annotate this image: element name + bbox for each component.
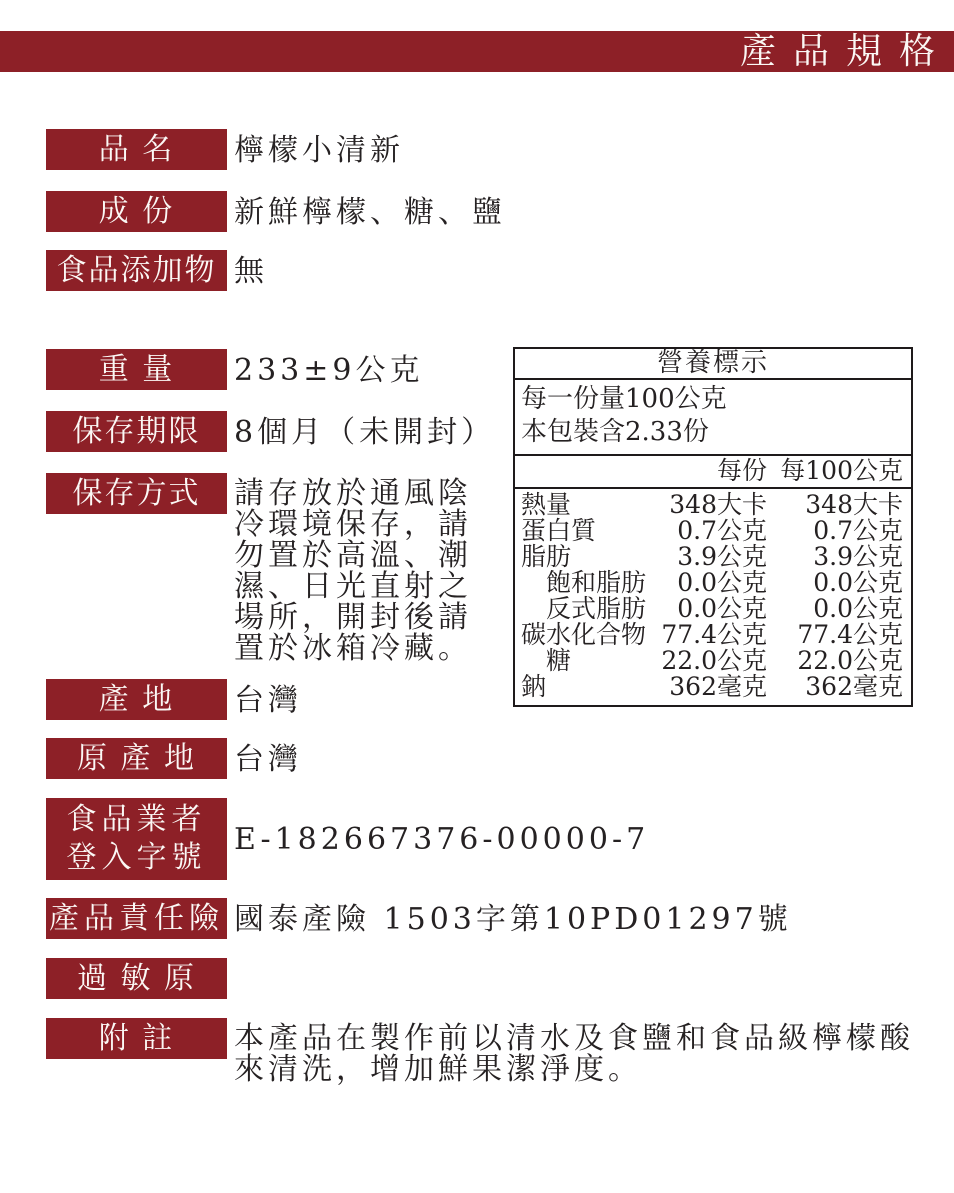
nutrient-per-100g: 0.0公克 <box>813 568 903 597</box>
nutrition-row-calories <box>521 492 903 518</box>
spec-row-storage-method <box>46 473 488 664</box>
spec-label-product-name <box>46 129 227 170</box>
spec-label-text: 保存期限 <box>72 413 201 449</box>
spec-value-liability-insurance: 國泰產險 1503字第10PD01297號 <box>234 901 792 937</box>
spec-value-registration-number: E-182667376-00000-7 <box>234 822 650 857</box>
spec-label-text: 品 名 <box>98 131 175 167</box>
spec-label-origin <box>46 679 227 720</box>
spec-label-text: 附 註 <box>98 1020 175 1056</box>
spec-label-text: 重 量 <box>98 351 175 387</box>
spec-value-food-additives: 無 <box>234 253 268 289</box>
spec-value-origin: 台灣 <box>234 682 302 718</box>
nutrient-per-100g: 3.9公克 <box>813 542 903 571</box>
nutrient-name: 脂肪 <box>521 542 572 571</box>
nutrient-name: 飽和脂肪 <box>521 568 647 597</box>
spec-row-origin <box>46 679 302 720</box>
spec-label-text: 成 份 <box>98 193 175 229</box>
nutrient-per-100g: 362毫克 <box>805 672 903 701</box>
nutrient-name: 熱量 <box>521 490 572 519</box>
nutrition-row-sodium <box>521 674 903 700</box>
column-header-per-serving: 每份 <box>716 456 767 485</box>
servings-per-pack-line: 本包裝含2.33份 <box>521 417 709 447</box>
spec-row-ingredients <box>46 191 506 232</box>
nutrient-per-serving: 362毫克 <box>669 672 767 701</box>
nutrient-per-serving: 3.9公克 <box>677 542 767 571</box>
spec-label-note <box>46 1018 227 1059</box>
spec-value-ingredients: 新鮮檸檬、糖、鹽 <box>234 194 506 230</box>
spec-label-text: 原 產 地 <box>76 740 197 776</box>
spec-value-weight: 233±9公克 <box>234 352 424 388</box>
spec-label-text-line2: 登入字號 <box>66 840 207 875</box>
spec-row-liability-insurance <box>46 898 792 939</box>
spec-label-text-line1: 食品業者 <box>66 802 207 837</box>
spec-row-weight <box>46 349 423 390</box>
page-title: 產品規格 <box>739 31 952 72</box>
spec-value-note: 本產品在製作前以清水及食鹽和食品級檸檬酸來清洗，增加鮮果潔淨度。 <box>234 1021 914 1087</box>
spec-row-shelf-life <box>46 411 495 452</box>
spec-row-note <box>46 1018 940 1085</box>
nutrition-title: 營養標示 <box>515 349 911 380</box>
spec-label-shelf-life <box>46 411 227 452</box>
column-header-spacer <box>521 457 655 485</box>
spec-value-shelf-life: 8個月（未開封） <box>234 414 496 450</box>
spec-value-storage-method: 請存放於通風陰冷環境保存，請勿置於高溫、潮濕、日光直射之場所，開封後請置於冰箱冷藏。 <box>234 476 472 666</box>
spec-label-storage-method <box>46 473 227 514</box>
spec-label-liability-insurance <box>46 898 227 939</box>
column-header-per-100g: 每100公克 <box>780 456 903 485</box>
spec-value-product-name: 檸檬小清新 <box>234 132 404 168</box>
spec-label-country-of-origin <box>46 738 227 779</box>
spec-row-allergen <box>46 958 234 999</box>
page-header <box>0 31 954 72</box>
nutrition-rows <box>515 489 911 705</box>
nutrient-per-100g: 77.4公克 <box>797 620 903 649</box>
nutrient-per-100g: 0.0公克 <box>813 594 903 623</box>
nutrition-serving-info <box>515 380 911 456</box>
spec-row-food-additives <box>46 250 268 291</box>
nutrient-name: 反式脂肪 <box>521 594 647 623</box>
spec-label-ingredients <box>46 191 227 232</box>
nutrient-per-serving: 77.4公克 <box>661 620 767 649</box>
spec-value-country-of-origin: 台灣 <box>234 741 302 777</box>
spec-label-text: 產 地 <box>98 681 175 717</box>
spec-label-weight <box>46 349 227 390</box>
nutrient-name: 碳水化合物 <box>521 620 647 649</box>
nutrition-row-trans-fat <box>521 596 903 622</box>
nutrition-column-headers <box>515 456 911 489</box>
nutrition-row-protein <box>521 518 903 544</box>
nutrition-row-saturated-fat <box>521 570 903 596</box>
spec-label-text: 產品責任險 <box>49 900 224 936</box>
spec-label-food-additives <box>46 250 227 291</box>
spec-row-product-name <box>46 129 404 170</box>
nutrient-name: 糖 <box>521 646 572 675</box>
nutrient-per-serving: 0.0公克 <box>677 568 767 597</box>
spec-label-allergen <box>46 958 227 999</box>
nutrition-row-carbohydrate <box>521 622 903 648</box>
nutrition-table <box>513 347 913 707</box>
spec-label-text: 過 敏 原 <box>76 960 197 996</box>
nutrient-name: 蛋白質 <box>521 516 597 545</box>
spec-label-text: 保存方式 <box>72 475 201 511</box>
nutrient-per-100g: 22.0公克 <box>797 646 903 675</box>
nutrient-per-100g: 348大卡 <box>805 490 903 519</box>
nutrient-name: 鈉 <box>521 672 547 701</box>
nutrient-per-100g: 0.7公克 <box>813 516 903 545</box>
nutrient-per-serving: 22.0公克 <box>661 646 767 675</box>
spec-label-text: 食品添加物 <box>56 252 217 288</box>
spec-label-registration-number <box>46 798 227 880</box>
nutrition-row-sugar <box>521 648 903 674</box>
serving-size-line: 每一份量100公克 <box>521 384 727 414</box>
spec-row-registration-number <box>46 798 649 880</box>
spec-row-country-of-origin <box>46 738 302 779</box>
nutrient-per-serving: 0.0公克 <box>677 594 767 623</box>
nutrient-per-serving: 348大卡 <box>669 490 767 519</box>
nutrient-per-serving: 0.7公克 <box>677 516 767 545</box>
nutrition-row-fat <box>521 544 903 570</box>
